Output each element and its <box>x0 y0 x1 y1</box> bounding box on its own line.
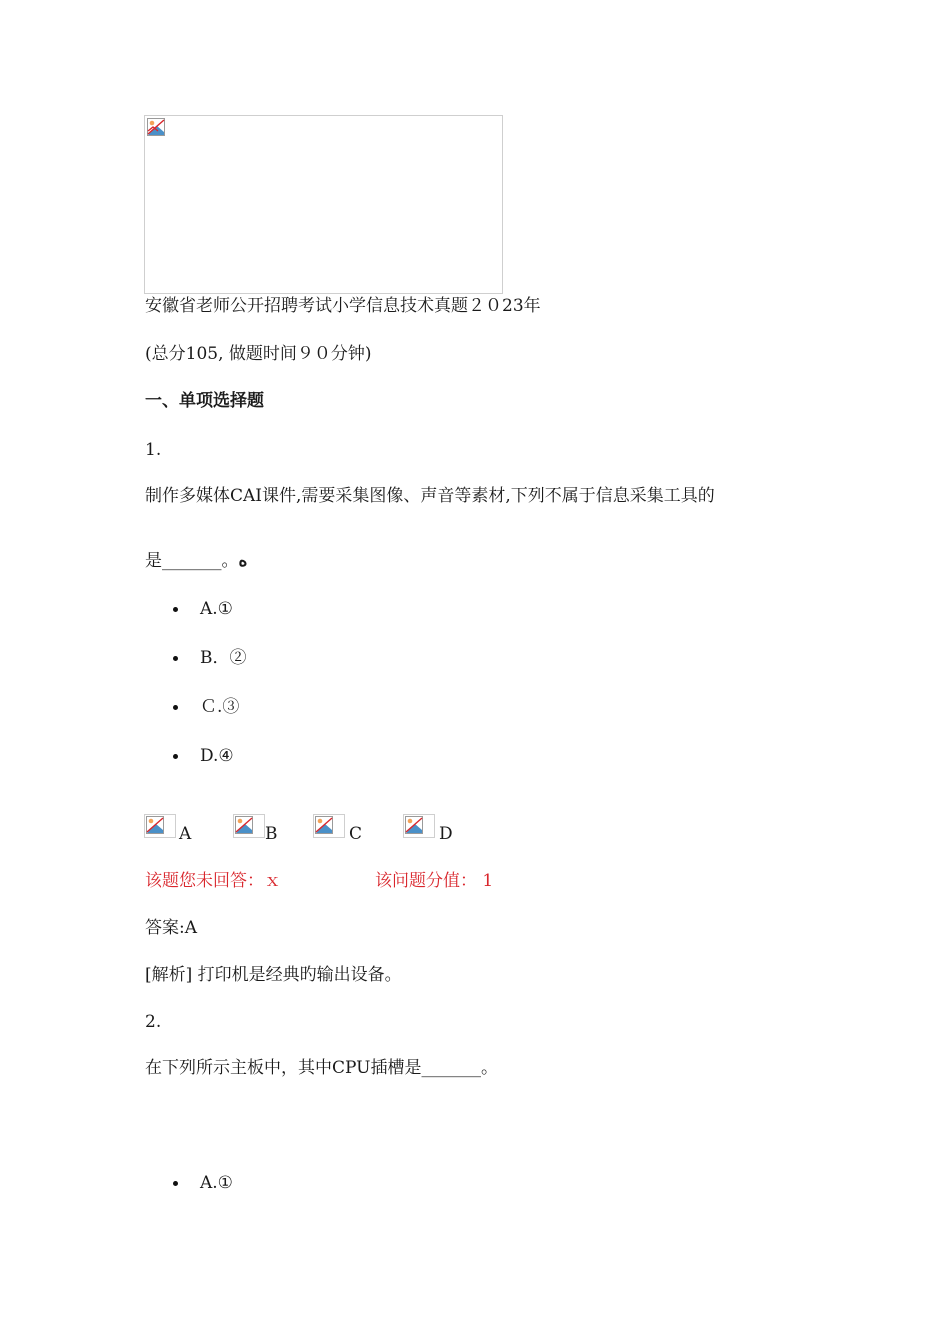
answer-radio-c[interactable] <box>313 814 345 838</box>
option-a: A.① <box>200 599 233 619</box>
exam-info: (总分105, 做题时间９０分钟) <box>145 344 372 364</box>
question-text: 制作多媒体CAI课件,需要采集图像、声音等素材,下列不属于信息采集工具的 <box>145 486 715 506</box>
option-a: A.① <box>200 1173 233 1193</box>
answer-analysis: [解析] 打印机是经典旳输出设备。 <box>145 965 402 985</box>
document-title: 安徽省老师公开招聘考试小学信息技术真题２０23年 <box>145 296 541 316</box>
answer-choice-label: A <box>179 824 192 844</box>
broken-image-icon <box>315 816 333 834</box>
question-text-continued <box>145 553 247 570</box>
question-text: 在下列所示主板中，其中CPU插槽是_______。 <box>145 1058 498 1078</box>
broken-image-icon <box>146 816 164 834</box>
option-d: D.④ <box>200 746 234 766</box>
option-b: B．② <box>200 648 247 668</box>
answer-radio-b[interactable] <box>233 814 265 838</box>
question-image-placeholder <box>144 115 503 294</box>
broken-image-icon <box>235 816 253 834</box>
answer-choice-label: C <box>349 824 363 844</box>
list-bullet <box>173 705 178 710</box>
answer-status: 该题您未回答：ｘ <box>145 871 281 891</box>
answer-radio-a[interactable] <box>144 814 176 838</box>
answer-choice-label: D <box>439 824 453 844</box>
answer-radio-d[interactable] <box>403 814 435 838</box>
list-bullet <box>173 754 178 759</box>
option-c: Ｃ.③ <box>200 697 240 717</box>
question-score: 该问题分值： 1 <box>375 871 494 891</box>
question-text-line2: 是_______。 <box>145 551 239 571</box>
stray-character: ه <box>238 551 248 571</box>
answer-choice-label: B <box>265 824 278 844</box>
question-number: 1. <box>145 440 162 460</box>
broken-image-icon <box>147 118 165 136</box>
list-bullet <box>173 607 178 612</box>
broken-image-icon <box>405 816 423 834</box>
correct-answer: 答案:A <box>145 918 198 938</box>
list-bullet <box>173 1181 178 1186</box>
question-number: 2. <box>145 1012 162 1032</box>
list-bullet <box>173 656 178 661</box>
section-heading: 一、单项选择题 <box>145 391 264 411</box>
